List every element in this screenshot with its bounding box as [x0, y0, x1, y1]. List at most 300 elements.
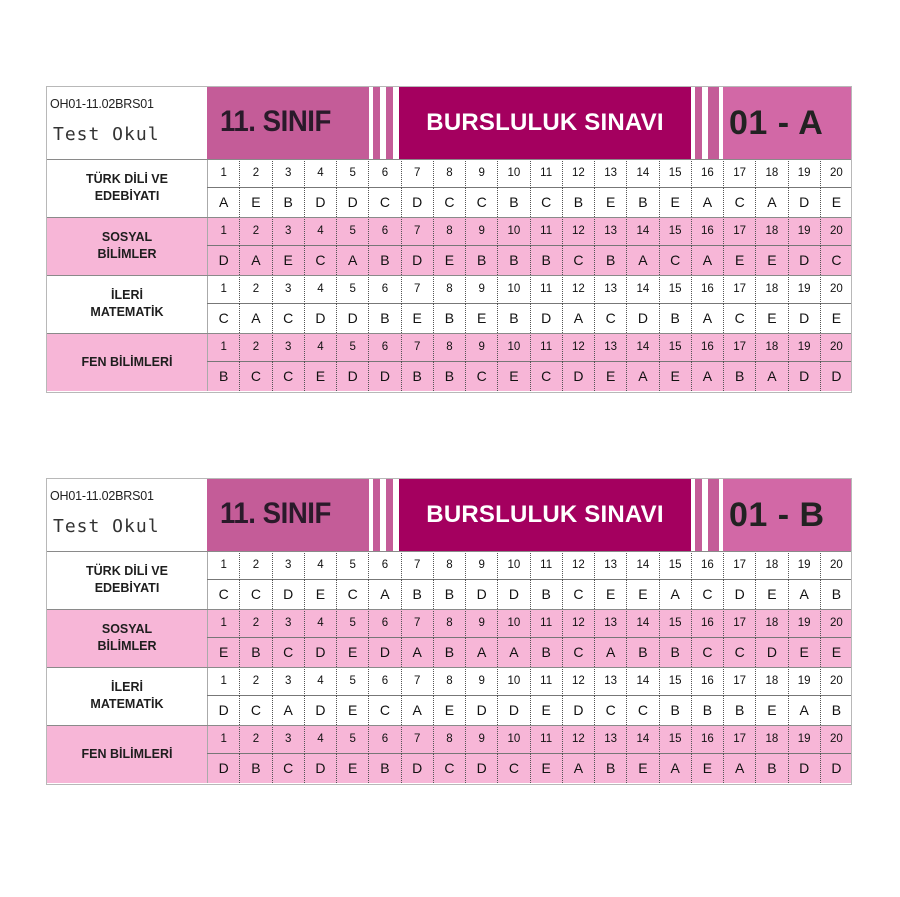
- answer-cell: A: [692, 246, 724, 275]
- answer-cell: E: [305, 580, 337, 609]
- question-number: 19: [789, 609, 821, 638]
- grade-label: 11. SINIF: [220, 105, 331, 138]
- question-number: 19: [789, 551, 821, 580]
- question-number: 14: [627, 725, 659, 754]
- question-number: 11: [531, 725, 563, 754]
- booklet-label: 01 - B: [729, 496, 825, 534]
- answer-cell: D: [789, 754, 821, 783]
- question-number: 8: [434, 551, 466, 580]
- answer-cell: D: [369, 638, 401, 667]
- answer-cell: C: [369, 696, 401, 725]
- answer-cell: A: [756, 362, 788, 391]
- question-number: 4: [305, 551, 337, 580]
- question-number: 16: [692, 275, 724, 304]
- question-number: 7: [402, 551, 434, 580]
- exam-code: OH01-11.02BRS01: [50, 97, 154, 111]
- answer-cell: A: [563, 304, 595, 333]
- answer-cell: D: [789, 362, 821, 391]
- question-number: 19: [789, 725, 821, 754]
- question-number: 7: [402, 609, 434, 638]
- answer-cell: C: [563, 638, 595, 667]
- answer-cell: A: [240, 246, 272, 275]
- subject-row: [47, 275, 852, 333]
- answer-cell: B: [498, 188, 530, 217]
- question-number: 9: [466, 551, 498, 580]
- question-number: 16: [692, 667, 724, 696]
- question-number: 10: [498, 217, 530, 246]
- answer-key-card-b: [46, 478, 852, 785]
- question-number: 10: [498, 667, 530, 696]
- question-number: 14: [627, 217, 659, 246]
- question-number: 1: [208, 217, 240, 246]
- question-number: 17: [724, 609, 756, 638]
- question-number: 17: [724, 159, 756, 188]
- answer-cell: A: [369, 580, 401, 609]
- question-number: 4: [305, 725, 337, 754]
- answer-cell: B: [434, 580, 466, 609]
- question-number: 8: [434, 275, 466, 304]
- question-number: 20: [821, 159, 852, 188]
- question-number: 11: [531, 667, 563, 696]
- subject-label: İLERİ MATEMATİK: [90, 680, 164, 711]
- header-stripe: [708, 87, 719, 159]
- answer-cell: E: [402, 304, 434, 333]
- answer-cell: C: [466, 362, 498, 391]
- question-number: 9: [466, 333, 498, 362]
- answer-cell: B: [531, 638, 563, 667]
- answer-cell: C: [240, 362, 272, 391]
- question-number: 1: [208, 725, 240, 754]
- question-number: 6: [369, 667, 401, 696]
- question-number: 6: [369, 333, 401, 362]
- answer-cell: D: [402, 754, 434, 783]
- question-number: 7: [402, 725, 434, 754]
- question-number: 3: [273, 159, 305, 188]
- answer-cell: C: [821, 246, 852, 275]
- answer-cell: E: [434, 246, 466, 275]
- answer-cell: C: [563, 246, 595, 275]
- subject-row: [47, 551, 852, 609]
- question-number: 3: [273, 275, 305, 304]
- question-number: 13: [595, 275, 627, 304]
- question-number: 20: [821, 217, 852, 246]
- question-number: 3: [273, 217, 305, 246]
- answer-cell: D: [789, 188, 821, 217]
- question-number: 9: [466, 609, 498, 638]
- answer-cell: D: [789, 304, 821, 333]
- answer-cell: E: [466, 304, 498, 333]
- exam-code: OH01-11.02BRS01: [50, 489, 154, 503]
- question-number: 6: [369, 159, 401, 188]
- question-number: 4: [305, 667, 337, 696]
- answer-cell: B: [369, 304, 401, 333]
- answer-cell: D: [821, 754, 852, 783]
- question-number: 4: [305, 609, 337, 638]
- answer-cell: E: [595, 188, 627, 217]
- row-border: [47, 333, 852, 334]
- answer-cell: A: [756, 188, 788, 217]
- answer-cell: C: [369, 188, 401, 217]
- answer-cell: E: [724, 246, 756, 275]
- subject-row: [47, 217, 852, 275]
- header-stripe: [386, 87, 393, 159]
- question-number: 2: [240, 159, 272, 188]
- answer-cell: E: [821, 304, 852, 333]
- answer-cell: B: [531, 246, 563, 275]
- question-number: 10: [498, 609, 530, 638]
- answer-cell: D: [305, 188, 337, 217]
- answer-cell: B: [369, 754, 401, 783]
- question-number: 9: [466, 159, 498, 188]
- question-number: 6: [369, 551, 401, 580]
- answer-cell: C: [434, 754, 466, 783]
- answer-cell: B: [369, 246, 401, 275]
- answer-cell: E: [595, 580, 627, 609]
- question-number: 16: [692, 551, 724, 580]
- answer-cell: A: [240, 304, 272, 333]
- question-number: 9: [466, 667, 498, 696]
- answer-cell: C: [724, 188, 756, 217]
- row-border: [47, 609, 852, 610]
- question-number: 18: [756, 551, 788, 580]
- question-number: 6: [369, 609, 401, 638]
- answer-cell: B: [595, 754, 627, 783]
- header-stripe: [695, 479, 702, 551]
- answer-cell: C: [240, 696, 272, 725]
- question-number: 5: [337, 333, 369, 362]
- question-number: 5: [337, 551, 369, 580]
- answer-cell: D: [305, 754, 337, 783]
- question-number: 14: [627, 333, 659, 362]
- question-number: 20: [821, 609, 852, 638]
- row-border: [47, 159, 852, 160]
- answer-cell: D: [273, 580, 305, 609]
- question-number: 15: [660, 551, 692, 580]
- question-number: 5: [337, 609, 369, 638]
- answer-cell: C: [724, 304, 756, 333]
- test-okul-logo: Test Okul: [53, 515, 160, 537]
- answer-cell: B: [240, 754, 272, 783]
- answer-cell: C: [531, 362, 563, 391]
- answer-cell: E: [756, 304, 788, 333]
- question-number: 18: [756, 217, 788, 246]
- answer-cell: D: [563, 362, 595, 391]
- question-number: 4: [305, 275, 337, 304]
- question-number: 20: [821, 333, 852, 362]
- answer-cell: E: [821, 188, 852, 217]
- answer-cell: E: [273, 246, 305, 275]
- answer-cell: C: [595, 304, 627, 333]
- answer-cell: C: [273, 638, 305, 667]
- answer-cell: C: [208, 580, 240, 609]
- question-number: 3: [273, 609, 305, 638]
- answer-cell: E: [595, 362, 627, 391]
- question-number: 5: [337, 667, 369, 696]
- exam-title-box: [399, 87, 691, 159]
- answer-cell: B: [660, 696, 692, 725]
- question-number: 18: [756, 609, 788, 638]
- question-number: 17: [724, 333, 756, 362]
- question-number: 8: [434, 159, 466, 188]
- answer-cell: D: [531, 304, 563, 333]
- subject-row: [47, 333, 852, 391]
- answer-cell: D: [337, 188, 369, 217]
- answer-cell: D: [498, 696, 530, 725]
- answer-cell: A: [466, 638, 498, 667]
- answer-cell: E: [434, 696, 466, 725]
- question-number: 6: [369, 725, 401, 754]
- question-number: 15: [660, 667, 692, 696]
- question-number: 11: [531, 551, 563, 580]
- answer-cell: A: [595, 638, 627, 667]
- question-number: 7: [402, 667, 434, 696]
- row-border: [47, 551, 852, 552]
- grade-label: 11. SINIF: [220, 497, 331, 530]
- booklet-box: [723, 87, 852, 159]
- row-border: [47, 725, 852, 726]
- answer-cell: D: [821, 362, 852, 391]
- question-number: 2: [240, 551, 272, 580]
- question-number: 9: [466, 217, 498, 246]
- header-stripe: [373, 479, 380, 551]
- answer-cell: B: [821, 696, 852, 725]
- exam-title-box: [399, 479, 691, 551]
- answer-cell: C: [273, 362, 305, 391]
- header-stripe: [708, 479, 719, 551]
- answer-cell: E: [498, 362, 530, 391]
- answer-cell: D: [208, 246, 240, 275]
- question-number: 12: [563, 609, 595, 638]
- question-number: 8: [434, 217, 466, 246]
- question-number: 20: [821, 275, 852, 304]
- question-number: 13: [595, 667, 627, 696]
- question-number: 5: [337, 725, 369, 754]
- answer-cell: D: [724, 580, 756, 609]
- exam-title: BURSLULUK SINAVI: [426, 109, 664, 136]
- question-number: 3: [273, 725, 305, 754]
- answer-cell: C: [273, 754, 305, 783]
- card-header: [47, 479, 852, 551]
- question-number: 4: [305, 217, 337, 246]
- question-number: 10: [498, 333, 530, 362]
- question-number: 14: [627, 551, 659, 580]
- answer-cell: A: [789, 696, 821, 725]
- question-number: 18: [756, 333, 788, 362]
- question-number: 1: [208, 159, 240, 188]
- question-number: 2: [240, 217, 272, 246]
- answer-cell: B: [660, 638, 692, 667]
- question-number: 11: [531, 159, 563, 188]
- answer-cell: D: [337, 362, 369, 391]
- answer-cell: E: [240, 188, 272, 217]
- question-number: 2: [240, 275, 272, 304]
- question-number: 17: [724, 725, 756, 754]
- answer-cell: B: [756, 754, 788, 783]
- question-number: 11: [531, 333, 563, 362]
- answer-cell: E: [756, 696, 788, 725]
- question-number: 1: [208, 333, 240, 362]
- answer-cell: E: [821, 638, 852, 667]
- answer-cell: B: [724, 362, 756, 391]
- question-number: 13: [595, 609, 627, 638]
- answer-cell: C: [498, 754, 530, 783]
- answer-cell: B: [466, 246, 498, 275]
- question-number: 8: [434, 725, 466, 754]
- answer-cell: A: [692, 362, 724, 391]
- answer-cell: C: [466, 188, 498, 217]
- answer-cell: C: [724, 638, 756, 667]
- answer-cell: B: [692, 696, 724, 725]
- question-number: 14: [627, 667, 659, 696]
- question-number: 6: [369, 217, 401, 246]
- grade-box: [207, 87, 369, 159]
- question-number: 20: [821, 725, 852, 754]
- answer-cell: C: [208, 304, 240, 333]
- answer-cell: A: [337, 246, 369, 275]
- question-number: 12: [563, 159, 595, 188]
- answer-cell: B: [660, 304, 692, 333]
- answer-cell: B: [531, 580, 563, 609]
- question-number: 16: [692, 217, 724, 246]
- subject-label: İLERİ MATEMATİK: [90, 288, 164, 319]
- answer-cell: D: [466, 580, 498, 609]
- question-number: 5: [337, 159, 369, 188]
- answer-cell: B: [821, 580, 852, 609]
- question-number: 13: [595, 333, 627, 362]
- question-number: 19: [789, 275, 821, 304]
- question-number: 13: [595, 725, 627, 754]
- question-number: 12: [563, 725, 595, 754]
- answer-cell: B: [434, 638, 466, 667]
- answer-cell: A: [273, 696, 305, 725]
- question-number: 18: [756, 275, 788, 304]
- subject-label: TÜRK DİLİ VE EDEBİYATI: [86, 172, 168, 203]
- question-number: 1: [208, 275, 240, 304]
- question-number: 11: [531, 275, 563, 304]
- answer-cell: E: [531, 696, 563, 725]
- subject-label: SOSYAL BİLİMLER: [97, 622, 157, 653]
- exam-title: BURSLULUK SINAVI: [426, 501, 664, 528]
- question-number: 17: [724, 551, 756, 580]
- answer-cell: C: [627, 696, 659, 725]
- answer-cell: E: [660, 362, 692, 391]
- answer-cell: D: [305, 638, 337, 667]
- answer-cell: D: [466, 696, 498, 725]
- header-stripe: [373, 87, 380, 159]
- answer-cell: B: [434, 304, 466, 333]
- answer-cell: D: [498, 580, 530, 609]
- question-number: 12: [563, 275, 595, 304]
- code-box: [47, 479, 207, 551]
- question-number: 7: [402, 159, 434, 188]
- answer-cell: C: [434, 188, 466, 217]
- question-number: 6: [369, 275, 401, 304]
- answer-cell: D: [563, 696, 595, 725]
- question-number: 10: [498, 725, 530, 754]
- question-number: 3: [273, 333, 305, 362]
- card-header: [47, 87, 852, 159]
- answer-cell: E: [337, 754, 369, 783]
- question-number: 5: [337, 217, 369, 246]
- answer-cell: D: [402, 246, 434, 275]
- row-border: [47, 667, 852, 668]
- answer-cell: D: [756, 638, 788, 667]
- answer-cell: C: [692, 580, 724, 609]
- answer-cell: E: [627, 754, 659, 783]
- question-number: 16: [692, 609, 724, 638]
- answer-key-card-a: [46, 86, 852, 393]
- question-number: 3: [273, 551, 305, 580]
- answer-cell: C: [305, 246, 337, 275]
- question-number: 16: [692, 725, 724, 754]
- question-number: 19: [789, 333, 821, 362]
- question-number: 10: [498, 159, 530, 188]
- answer-cell: C: [563, 580, 595, 609]
- answer-cell: B: [627, 638, 659, 667]
- question-number: 10: [498, 551, 530, 580]
- answer-cell: D: [305, 304, 337, 333]
- question-number: 14: [627, 609, 659, 638]
- answer-cell: B: [498, 246, 530, 275]
- question-number: 1: [208, 551, 240, 580]
- answer-cell: B: [208, 362, 240, 391]
- subject-label: TÜRK DİLİ VE EDEBİYATI: [86, 564, 168, 595]
- answer-cell: E: [208, 638, 240, 667]
- question-number: 19: [789, 667, 821, 696]
- answer-cell: C: [595, 696, 627, 725]
- answer-cell: A: [627, 246, 659, 275]
- answer-cell: E: [337, 696, 369, 725]
- answer-cell: A: [692, 188, 724, 217]
- question-number: 11: [531, 609, 563, 638]
- question-number: 13: [595, 159, 627, 188]
- question-number: 19: [789, 217, 821, 246]
- answer-cell: D: [208, 696, 240, 725]
- question-number: 9: [466, 275, 498, 304]
- answer-cell: B: [724, 696, 756, 725]
- question-number: 18: [756, 667, 788, 696]
- question-number: 9: [466, 725, 498, 754]
- question-number: 12: [563, 667, 595, 696]
- code-box: [47, 87, 207, 159]
- answer-cell: D: [369, 362, 401, 391]
- row-border: [47, 217, 852, 218]
- header-stripe: [695, 87, 702, 159]
- answer-cell: C: [692, 638, 724, 667]
- answer-cell: C: [337, 580, 369, 609]
- answer-cell: A: [692, 304, 724, 333]
- subject-row: [47, 159, 852, 217]
- question-number: 15: [660, 217, 692, 246]
- question-number: 15: [660, 159, 692, 188]
- question-number: 4: [305, 333, 337, 362]
- question-number: 12: [563, 333, 595, 362]
- question-number: 12: [563, 551, 595, 580]
- booklet-box: [723, 479, 852, 551]
- question-number: 7: [402, 275, 434, 304]
- question-number: 17: [724, 217, 756, 246]
- question-number: 1: [208, 667, 240, 696]
- question-number: 7: [402, 217, 434, 246]
- answer-cell: E: [756, 580, 788, 609]
- answer-cell: B: [240, 638, 272, 667]
- question-number: 3: [273, 667, 305, 696]
- question-number: 20: [821, 667, 852, 696]
- question-number: 14: [627, 159, 659, 188]
- question-number: 2: [240, 609, 272, 638]
- answer-cell: E: [337, 638, 369, 667]
- subject-row: [47, 609, 852, 667]
